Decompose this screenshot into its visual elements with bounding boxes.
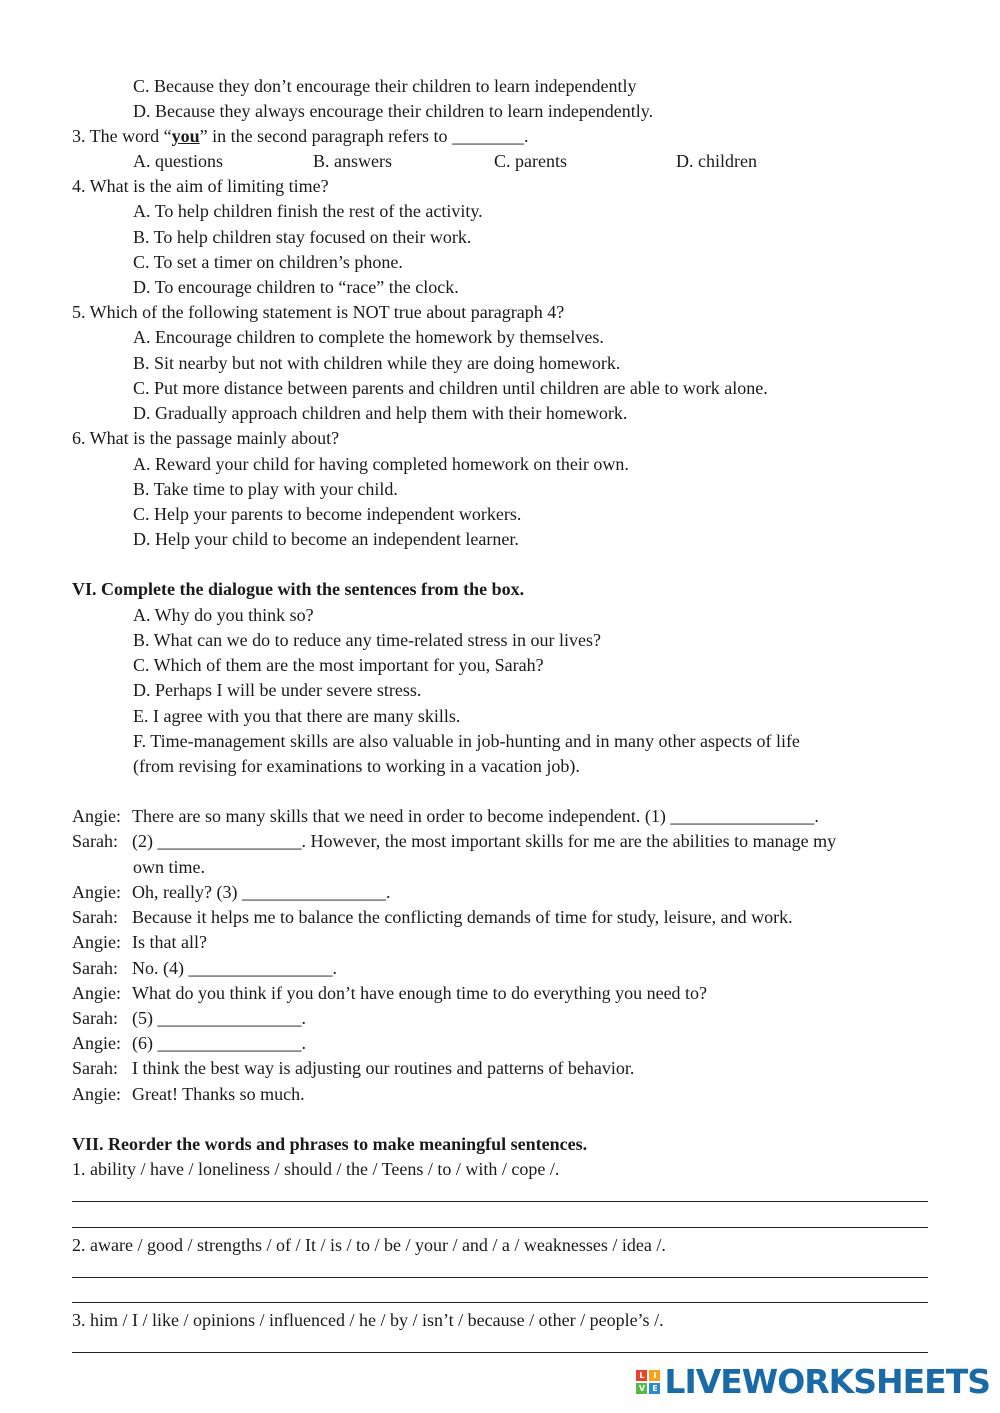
q5-option-c: C. Put more distance between parents and children until children are able to work alone.	[133, 378, 768, 398]
q4-option-d: D. To encourage children to “race” the clock.	[133, 277, 459, 297]
speaker-sarah: Sarah:	[72, 1058, 118, 1078]
q5-question: 5. Which of the following statement is NOT true about paragraph 4?	[72, 302, 565, 322]
answer-line[interactable]	[72, 1302, 928, 1303]
dialogue-line: Sarah: I think the best way is adjusting our routines and patterns of behavior.	[72, 1058, 635, 1078]
logo-tile: V	[636, 1383, 647, 1394]
liveworksheets-logo	[636, 1362, 990, 1401]
logo-tile: I	[649, 1370, 660, 1381]
box-sentence-f: F. Time-management skills are also valuable in job-hunting and in many other aspects of life	[133, 731, 800, 751]
dialogue-line: Sarah: (5) ________________.	[72, 1008, 306, 1028]
box-sentence-c: C. Which of them are the most important for you, Sarah?	[133, 655, 544, 675]
speaker-sarah: Sarah:	[72, 907, 118, 927]
answer-line[interactable]	[72, 1227, 928, 1228]
q3-highlighted-word: you	[171, 126, 200, 146]
q5-option-b: B. Sit nearby but not with children while they are doing homework.	[133, 353, 621, 373]
logo-tile: E	[649, 1383, 660, 1394]
q3-option-c: C. parents	[494, 151, 567, 171]
speaker-angie: Angie:	[72, 932, 121, 952]
dialogue-line: Angie: There are so many skills that we need in order to become independent. (1) ________________.	[72, 806, 819, 826]
q2-option-c: C. Because they don’t encourage their children to learn independently	[133, 76, 637, 96]
answer-line[interactable]	[72, 1352, 928, 1353]
q3-option-b: B. answers	[313, 151, 392, 171]
q3-option-d: D. children	[676, 151, 757, 171]
q4-question: 4. What is the aim of limiting time?	[72, 176, 329, 196]
q6-option-b: B. Take time to play with your child.	[133, 479, 398, 499]
dialogue-line: Sarah: (2) ________________. However, the most important skills for me are the abilities to manage my	[72, 831, 837, 851]
speaker-angie: Angie:	[72, 882, 121, 902]
reorder-item-2: 2. aware / good / strengths / of / It / is / to / be / your / and / a / weaknesses / idea /.	[72, 1235, 666, 1255]
speaker-angie: Angie:	[72, 1033, 121, 1053]
answer-line[interactable]	[72, 1277, 928, 1278]
dialogue-line: Sarah: No. (4) ________________.	[72, 958, 337, 978]
section6-heading: VI. Complete the dialogue with the sentences from the box.	[72, 579, 525, 599]
q5-option-a: A. Encourage children to complete the homework by themselves.	[133, 327, 604, 347]
q3-option-a: A. questions	[133, 151, 223, 171]
q5-option-d: D. Gradually approach children and help them with their homework.	[133, 403, 628, 423]
speaker-sarah: Sarah:	[72, 958, 118, 978]
q6-option-d: D. Help your child to become an independent learner.	[133, 529, 519, 549]
q6-option-a: A. Reward your child for having completed homework on their own.	[133, 454, 629, 474]
box-sentence-b: B. What can we do to reduce any time-related stress in our lives?	[133, 630, 602, 650]
brand-text: LIVEWORKSHEETS	[664, 1362, 990, 1401]
dialogue-line: Angie: Oh, really? (3) ________________.	[72, 882, 391, 902]
answer-line[interactable]	[72, 1201, 928, 1202]
dialogue-line: Angie: (6) ________________.	[72, 1033, 306, 1053]
speaker-angie: Angie:	[72, 983, 121, 1003]
dialogue-line-continued: own time.	[133, 857, 205, 877]
box-sentence-a: A. Why do you think so?	[133, 605, 314, 625]
dialogue-line: Angie: Is that all?	[72, 932, 207, 952]
q6-option-c: C. Help your parents to become independent workers.	[133, 504, 522, 524]
logo-tile: L	[636, 1370, 647, 1381]
q2-option-d: D. Because they always encourage their children to learn independently.	[133, 101, 654, 121]
section7-heading: VII. Reorder the words and phrases to make meaningful sentences.	[72, 1134, 588, 1154]
q4-option-a: A. To help children finish the rest of the activity.	[133, 201, 483, 221]
q6-question: 6. What is the passage mainly about?	[72, 428, 340, 448]
dialogue-line: Sarah: Because it helps me to balance the conflicting demands of time for study, leisure, and work.	[72, 907, 793, 927]
box-sentence-f-continued: (from revising for examinations to working in a vacation job).	[133, 756, 580, 776]
reorder-item-1: 1. ability / have / loneliness / should / the / Teens / to / with / cope /.	[72, 1159, 560, 1179]
q3-question: 3. The word “you” in the second paragraph refers to ________.	[72, 126, 529, 146]
dialogue-line: Angie: What do you think if you don’t have enough time to do everything you need to?	[72, 983, 708, 1003]
speaker-sarah: Sarah:	[72, 831, 118, 851]
reorder-item-3: 3. him / I / like / opinions / influenced / he / by / isn’t / because / other / people’s /.	[72, 1310, 664, 1330]
speaker-angie: Angie:	[72, 1084, 121, 1104]
speaker-sarah: Sarah:	[72, 1008, 118, 1028]
box-sentence-e: E. I agree with you that there are many skills.	[133, 706, 461, 726]
box-sentence-d: D. Perhaps I will be under severe stress.	[133, 680, 422, 700]
dialogue-line: Angie: Great! Thanks so much.	[72, 1084, 305, 1104]
q4-option-b: B. To help children stay focused on their work.	[133, 227, 472, 247]
speaker-angie: Angie:	[72, 806, 121, 826]
q4-option-c: C. To set a timer on children’s phone.	[133, 252, 403, 272]
liveworksheets-icon	[636, 1370, 660, 1394]
